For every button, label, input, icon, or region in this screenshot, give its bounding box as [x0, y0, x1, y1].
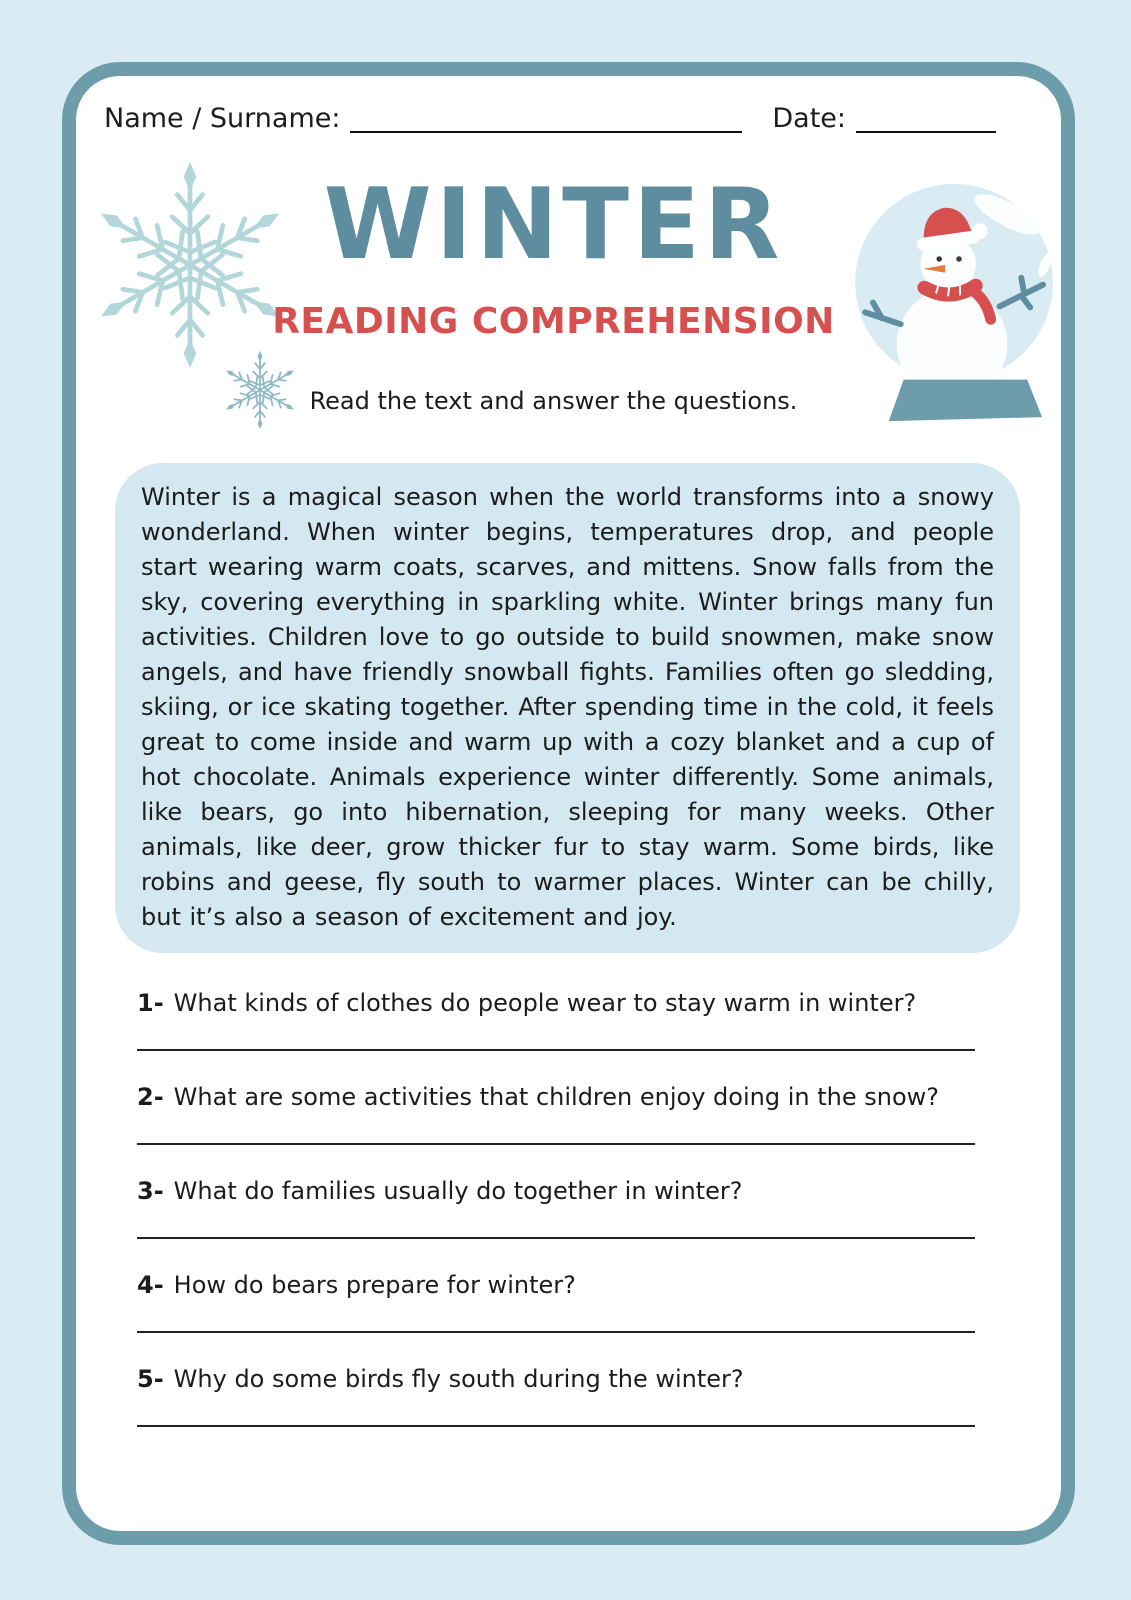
question-text [137, 1081, 1020, 1113]
question-label: What are some activities that children enjoy doing in the snow? [173, 1083, 939, 1111]
question-item [137, 1269, 1020, 1333]
question-item [137, 987, 1020, 1051]
question-label: Why do some birds fly south during the winter? [173, 1365, 744, 1393]
question-text [137, 1269, 1020, 1301]
name-label: Name / Surname: [104, 103, 341, 134]
answer-line[interactable] [137, 1049, 975, 1051]
page-subtitle: READING COMPREHENSION [272, 301, 835, 342]
reading-passage-box [115, 463, 1020, 953]
question-label: How do bears prepare for winter? [173, 1271, 576, 1299]
instruction-text: Read the text and answer the questions. [309, 387, 798, 415]
question-label: What kinds of clothes do people wear to stay warm in winter? [173, 989, 917, 1017]
question-item [137, 1081, 1020, 1145]
question-label: What do families usually do together in winter? [173, 1177, 743, 1205]
questions-list [137, 987, 1020, 1427]
content-area [76, 76, 1061, 1457]
answer-line[interactable] [137, 1237, 975, 1239]
question-number: 5- [137, 1365, 164, 1393]
page-title: WINTER [323, 168, 784, 282]
question-number: 4- [137, 1271, 164, 1299]
question-item [137, 1175, 1020, 1239]
date-label: Date: [772, 103, 846, 134]
reading-passage-text: Winter is a magical season when the world transforms into a snowy wonderland. When winter begins, temperatures drop, and people start wearing warm coats, scarves, and mittens. Snow falls from the sky, covering everything in sparkling white. Winter brings many fun activities. Children love to go outside to build snowmen, make snow angels, and have friendly snowball fights. Families often go sledding, skiing, or ice skating together. After spending time in the cold, it feels great to come inside and warm up with a cozy blanket and a cup of hot chocolate. Animals experience winter differently. Some animals, like bears, go into hibernation, sleeping for many weeks. Other animals, like deer, grow thicker fur to stay warm. Some birds, like robins and geese, fly south to warmer places. Winter can be chilly, but it’s also a season of excitement and joy. [141, 483, 994, 931]
question-text [137, 1363, 1020, 1395]
question-text [137, 987, 1020, 1019]
answer-line[interactable] [137, 1143, 975, 1145]
answer-line[interactable] [137, 1425, 975, 1427]
question-number: 1- [137, 989, 164, 1017]
answer-line[interactable] [137, 1331, 975, 1333]
worksheet-card [62, 62, 1075, 1545]
question-text [137, 1175, 1020, 1207]
question-number: 3- [137, 1177, 164, 1205]
question-item [137, 1363, 1020, 1427]
question-number: 2- [137, 1083, 164, 1111]
